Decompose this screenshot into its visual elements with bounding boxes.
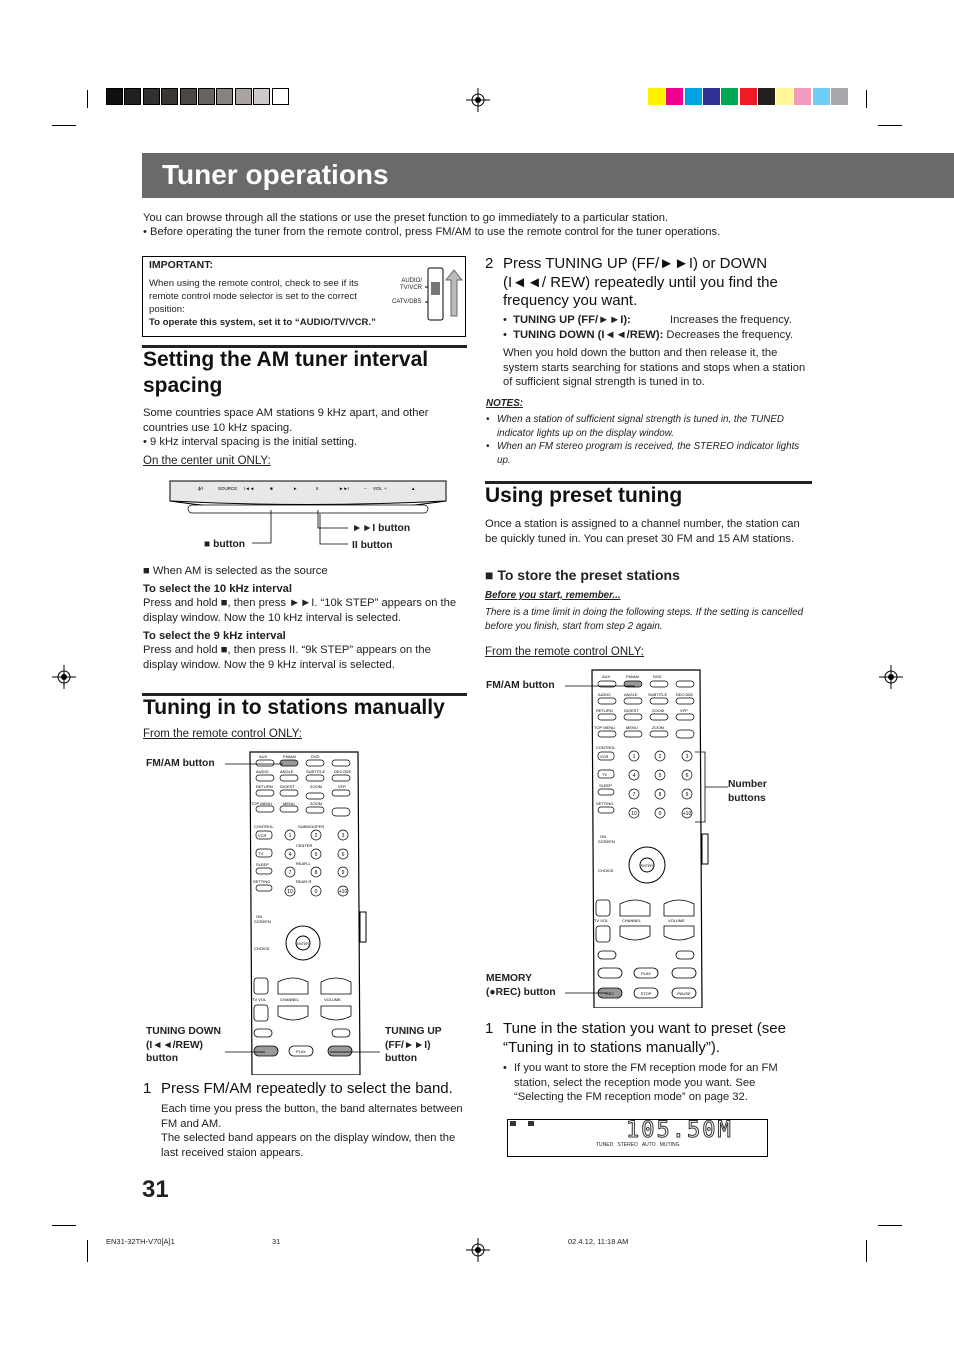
svg-text:SUBWOOFER: SUBWOOFER	[298, 824, 325, 829]
step1-detail1: Each time you press the button, the band alternates between FM and AM.	[161, 1103, 463, 1130]
hold-text: When you hold down the button and then release it, the system starts searching for stations and stops when a station of sufficient signal strength is tuned in to.	[503, 347, 806, 388]
fmam-button-callout: FM/AM button	[146, 758, 215, 769]
svg-text:AUDIO: AUDIO	[598, 692, 611, 697]
switch-top-label: AUDIO/ TV/VCR	[400, 278, 423, 291]
remote2-fmam-line	[565, 680, 640, 700]
svg-text:+10: +10	[682, 811, 692, 817]
page-title: Tuner operations	[162, 159, 389, 190]
switch-bottom-label: CATV/DBS	[392, 299, 422, 305]
svg-text:PLAY: PLAY	[641, 971, 651, 976]
display-window	[507, 1119, 768, 1157]
svg-text:►►I: ►►I	[339, 486, 350, 491]
color-swatch	[648, 88, 665, 105]
svg-text:REAR-L: REAR-L	[296, 861, 311, 866]
mode-selector-switch-icon	[425, 266, 463, 324]
svg-text:▲: ▲	[411, 486, 416, 491]
svg-text:ZOOM: ZOOM	[652, 725, 664, 730]
remote2-number-bracket	[695, 750, 730, 825]
svg-text:1: 1	[632, 754, 636, 760]
display-indicators: TUNED STEREO AUTO MUTING	[596, 1142, 680, 1148]
svg-text:TV VOL: TV VOL	[594, 918, 609, 923]
notes-heading: NOTES:	[486, 398, 524, 409]
color-swatch	[758, 88, 775, 105]
svg-text:9: 9	[685, 792, 689, 798]
gray-swatch	[198, 88, 215, 105]
svg-text:TV VOL: TV VOL	[252, 997, 267, 1002]
display-indicator-icon	[528, 1121, 534, 1126]
svg-text:REC: REC	[605, 991, 615, 996]
svg-text:4: 4	[632, 773, 636, 779]
svg-text:VFP: VFP	[680, 708, 688, 713]
svg-text:PAUSE: PAUSE	[677, 991, 691, 996]
svg-text:RETURN: RETURN	[596, 708, 613, 713]
svg-text:0: 0	[314, 889, 318, 895]
am-source-note: ■ When AM is selected as the source	[143, 565, 328, 577]
svg-text:ON: ON	[600, 834, 606, 839]
svg-text:ZOOM: ZOOM	[310, 784, 322, 789]
intro-text: You can browse through all the stations or use the preset function to go immediately to a particular station.	[143, 212, 669, 224]
before-start: Before you start, remember...	[485, 590, 621, 601]
svg-text:VOLUME: VOLUME	[668, 918, 685, 923]
svg-text:TV: TV	[602, 772, 608, 777]
svg-text:ɸ/I: ɸ/I	[198, 486, 203, 491]
svg-text:CONTROL: CONTROL	[254, 824, 274, 829]
svg-text:RETURN: RETURN	[256, 784, 273, 789]
preset-step1-bullet: • If you want to store the FM reception mode for an FM station, select the reception mode you want. See “Selecting the FM reception mode” on page 32.	[503, 1062, 778, 1103]
svg-text:7: 7	[288, 870, 292, 876]
footer-right: 02.4.12, 11:18 AM	[568, 1237, 629, 1246]
before-start-text: There is a time limit in doing the following steps. If the setting is cancelled before you finish, start from step 2 again.	[485, 607, 804, 632]
display-frequency: 105.50M	[626, 1118, 733, 1143]
svg-text:SETTING: SETTING	[596, 801, 614, 806]
remote2-memory-line	[565, 985, 610, 1000]
tuning-down-callout: TUNING DOWN (I◄◄/REW) button	[146, 1026, 221, 1064]
sub-9khz-text: Press and hold ■, then press II. “9k STEP” appears on the display window. Now the 9 kHz interval is selected.	[143, 644, 431, 671]
crosshair-icon	[52, 665, 76, 689]
svg-text:CHANNEL: CHANNEL	[280, 997, 300, 1002]
svg-text:MENU: MENU	[626, 725, 638, 730]
svg-text:ZOOM: ZOOM	[652, 708, 664, 713]
svg-text:AUX: AUX	[259, 754, 268, 759]
intro-bullet: • Before operating the tuner from the remote control, press FM/AM to use the remote control for the tuner operations.	[143, 226, 721, 238]
svg-text:0: 0	[658, 811, 662, 817]
svg-text:SCREEN: SCREEN	[598, 839, 615, 844]
svg-text:3: 3	[341, 833, 345, 839]
gray-swatch	[106, 88, 123, 105]
svg-text:CHOICE: CHOICE	[254, 946, 270, 951]
svg-text:II: II	[316, 486, 319, 491]
svg-text:I◄◄: I◄◄	[244, 486, 255, 491]
svg-text:9: 9	[341, 870, 345, 876]
svg-text:DIGEST: DIGEST	[280, 784, 295, 789]
manual-remote-only: From the remote control ONLY:	[143, 728, 302, 740]
svg-text:TOP MENU: TOP MENU	[594, 725, 615, 730]
am-para: Some countries space AM stations 9 kHz apart, and other countries use 10 kHz spacing.	[143, 407, 429, 434]
am-section-heading: Setting the AM tuner interval spacing	[143, 348, 429, 397]
svg-text:REAR-R: REAR-R	[296, 879, 312, 884]
preset-fmam-callout: FM/AM button	[486, 680, 555, 691]
gray-swatch	[124, 88, 141, 105]
svg-text:SUBTITLE: SUBTITLE	[648, 692, 668, 697]
svg-text:FM/AM: FM/AM	[283, 754, 296, 759]
crosshair-icon	[879, 665, 903, 689]
preset-remote-only: From the remote control ONLY:	[485, 646, 644, 658]
step1-number: 1	[143, 1080, 152, 1097]
svg-text:DECODE: DECODE	[676, 692, 694, 697]
important-text: When using the remote control, check to see if its remote control mode selector is set to the correct position:	[149, 278, 359, 315]
display-indicator-icon	[510, 1121, 516, 1126]
svg-text:2: 2	[658, 754, 662, 760]
svg-text:TV: TV	[258, 851, 264, 856]
number-buttons-callout: Number buttons	[728, 779, 767, 804]
preset-step1-text: Tune in the station you want to preset (see “Tuning in to stations manually”).	[503, 1020, 786, 1056]
svg-text:►: ►	[293, 486, 298, 491]
sub-9khz: To select the 9 kHz interval	[143, 630, 286, 642]
important-heading: IMPORTANT:	[149, 259, 213, 271]
svg-text:DIGEST: DIGEST	[624, 708, 639, 713]
svg-text:SETTING: SETTING	[253, 879, 271, 884]
tuning-up-item: • TUNING UP (FF/►►I): Increases the frequency.	[503, 314, 792, 326]
gray-swatch	[143, 88, 160, 105]
sub-10khz-text: Press and hold ■, then press ►►I. “10k STEP” appears on the display window. Now the 10 kHz interval is selected.	[143, 597, 457, 624]
svg-text:6: 6	[341, 852, 345, 858]
svg-text:DECODE: DECODE	[334, 769, 352, 774]
pause-button-callout: II button	[352, 540, 393, 551]
step2-number: 2	[485, 255, 494, 272]
color-swatch	[776, 88, 793, 105]
svg-text:VOLUME: VOLUME	[324, 997, 341, 1002]
color-swatch	[721, 88, 738, 105]
svg-text:6: 6	[685, 773, 689, 779]
svg-text:10: 10	[631, 811, 637, 817]
svg-text:5: 5	[658, 773, 662, 779]
color-swatch	[666, 88, 683, 105]
svg-text:CONTROL: CONTROL	[596, 745, 616, 750]
crosshair-icon	[466, 88, 490, 112]
tuning-up-callout: TUNING UP (FF/►►I) button	[385, 1026, 442, 1064]
center-unit-label: On the center unit ONLY:	[143, 455, 271, 467]
svg-text:–: –	[364, 486, 367, 491]
svg-text:FM/AM: FM/AM	[626, 674, 639, 679]
svg-text:AUX: AUX	[602, 674, 611, 679]
next-button-callout: ►►I button	[352, 523, 411, 534]
svg-text:DVD: DVD	[311, 754, 320, 759]
stop-button-callout: ■ button	[204, 539, 246, 550]
svg-text:VFP: VFP	[338, 784, 346, 789]
svg-text:STOP: STOP	[640, 991, 652, 996]
svg-text:5: 5	[314, 852, 318, 858]
svg-text:■: ■	[270, 486, 273, 491]
svg-text:VCR: VCR	[258, 833, 267, 838]
svg-text:SCREEN: SCREEN	[254, 919, 271, 924]
preset-section-heading: Using preset tuning	[485, 484, 683, 507]
svg-text:SLEEP: SLEEP	[599, 783, 612, 788]
color-swatch	[831, 88, 848, 105]
manual-section-heading: Tuning in to stations manually	[143, 696, 445, 719]
step1-text: Press FM/AM repeatedly to select the band.	[161, 1080, 453, 1097]
svg-text:SUBTITLE: SUBTITLE	[306, 769, 326, 774]
tuning-down-item: • TUNING DOWN (I◄◄/REW): Decreases the frequency.	[503, 329, 794, 341]
remote1-callout-lines	[225, 760, 285, 1060]
svg-text:ANGLE: ANGLE	[624, 692, 638, 697]
gray-swatch	[272, 88, 289, 105]
footer-left: EN31-32TH-V70[A]1	[106, 1237, 175, 1246]
step2-text: Press TUNING UP (FF/►►I) or DOWN (I◄◄/ REW) repeatedly until you find the frequency you want.	[503, 255, 778, 309]
gray-swatch	[161, 88, 178, 105]
svg-text:8: 8	[658, 792, 662, 798]
gray-swatch	[216, 88, 233, 105]
svg-text:VCR: VCR	[600, 754, 609, 759]
preset-para: Once a station is assigned to a channel number, the station can be quickly tuned in. You can preset 30 FM and 15 AM stations.	[485, 518, 800, 545]
svg-text:ON: ON	[256, 914, 262, 919]
memory-button-callout: MEMORY (●REC) button	[486, 973, 556, 998]
step1-detail2: The selected band appears on the display window, then the last received staion appears.	[161, 1132, 456, 1159]
svg-text:1: 1	[288, 833, 292, 839]
note-2: • When an FM stereo program is received, the STEREO indicator lights up.	[486, 441, 800, 466]
svg-text:DVD: DVD	[653, 674, 662, 679]
color-swatch	[703, 88, 720, 105]
svg-text:ANGLE: ANGLE	[280, 769, 294, 774]
svg-text:CHANNEL: CHANNEL	[622, 918, 642, 923]
svg-text:SLEEP: SLEEP	[256, 862, 269, 867]
color-swatch	[685, 88, 702, 105]
svg-text:CHOICE: CHOICE	[598, 868, 614, 873]
color-swatch	[794, 88, 811, 105]
crosshair-icon	[466, 1238, 490, 1262]
svg-text:ENTER: ENTER	[641, 864, 653, 868]
svg-text:ENTER: ENTER	[297, 942, 309, 946]
gray-swatch	[180, 88, 197, 105]
svg-text:SOURCE: SOURCE	[218, 486, 238, 491]
note-1: • When a station of sufficient signal strength is tuned in, the TUNED indicator lights up on the display window.	[486, 414, 784, 439]
gray-swatch	[253, 88, 270, 105]
svg-text:ZOOM: ZOOM	[310, 801, 322, 806]
remote-control-illustration	[590, 668, 712, 1008]
page-number: 31	[142, 1176, 169, 1203]
svg-text:PLAY: PLAY	[296, 1049, 306, 1054]
gray-swatch	[235, 88, 252, 105]
svg-text:CENTER: CENTER	[296, 843, 313, 848]
svg-text:2: 2	[314, 833, 318, 839]
color-swatch	[813, 88, 830, 105]
footer-mid: 31	[272, 1237, 281, 1246]
svg-text:8: 8	[314, 870, 318, 876]
svg-text:MENU: MENU	[283, 801, 295, 806]
svg-text:7: 7	[632, 792, 636, 798]
remote1-callout-line-right	[330, 1045, 380, 1065]
am-bullet: • 9 kHz interval spacing is the initial setting.	[143, 436, 358, 448]
sub-10khz: To select the 10 kHz interval	[143, 583, 293, 595]
important-bold-text: To operate this system, set it to “AUDIO/TV/VCR.”	[149, 317, 376, 328]
svg-text:VOL: VOL	[373, 486, 383, 491]
preset-sub-heading: ■ To store the preset stations	[485, 567, 680, 583]
svg-text:4: 4	[288, 852, 292, 858]
svg-text:+: +	[384, 486, 387, 491]
svg-text:AUDIO: AUDIO	[256, 769, 269, 774]
color-swatch	[740, 88, 757, 105]
svg-text:10: 10	[287, 889, 293, 895]
svg-text:TOP MENU: TOP MENU	[251, 801, 272, 806]
svg-text:+10: +10	[338, 889, 348, 895]
preset-step1-number: 1	[485, 1020, 494, 1037]
svg-text:3: 3	[685, 754, 689, 760]
